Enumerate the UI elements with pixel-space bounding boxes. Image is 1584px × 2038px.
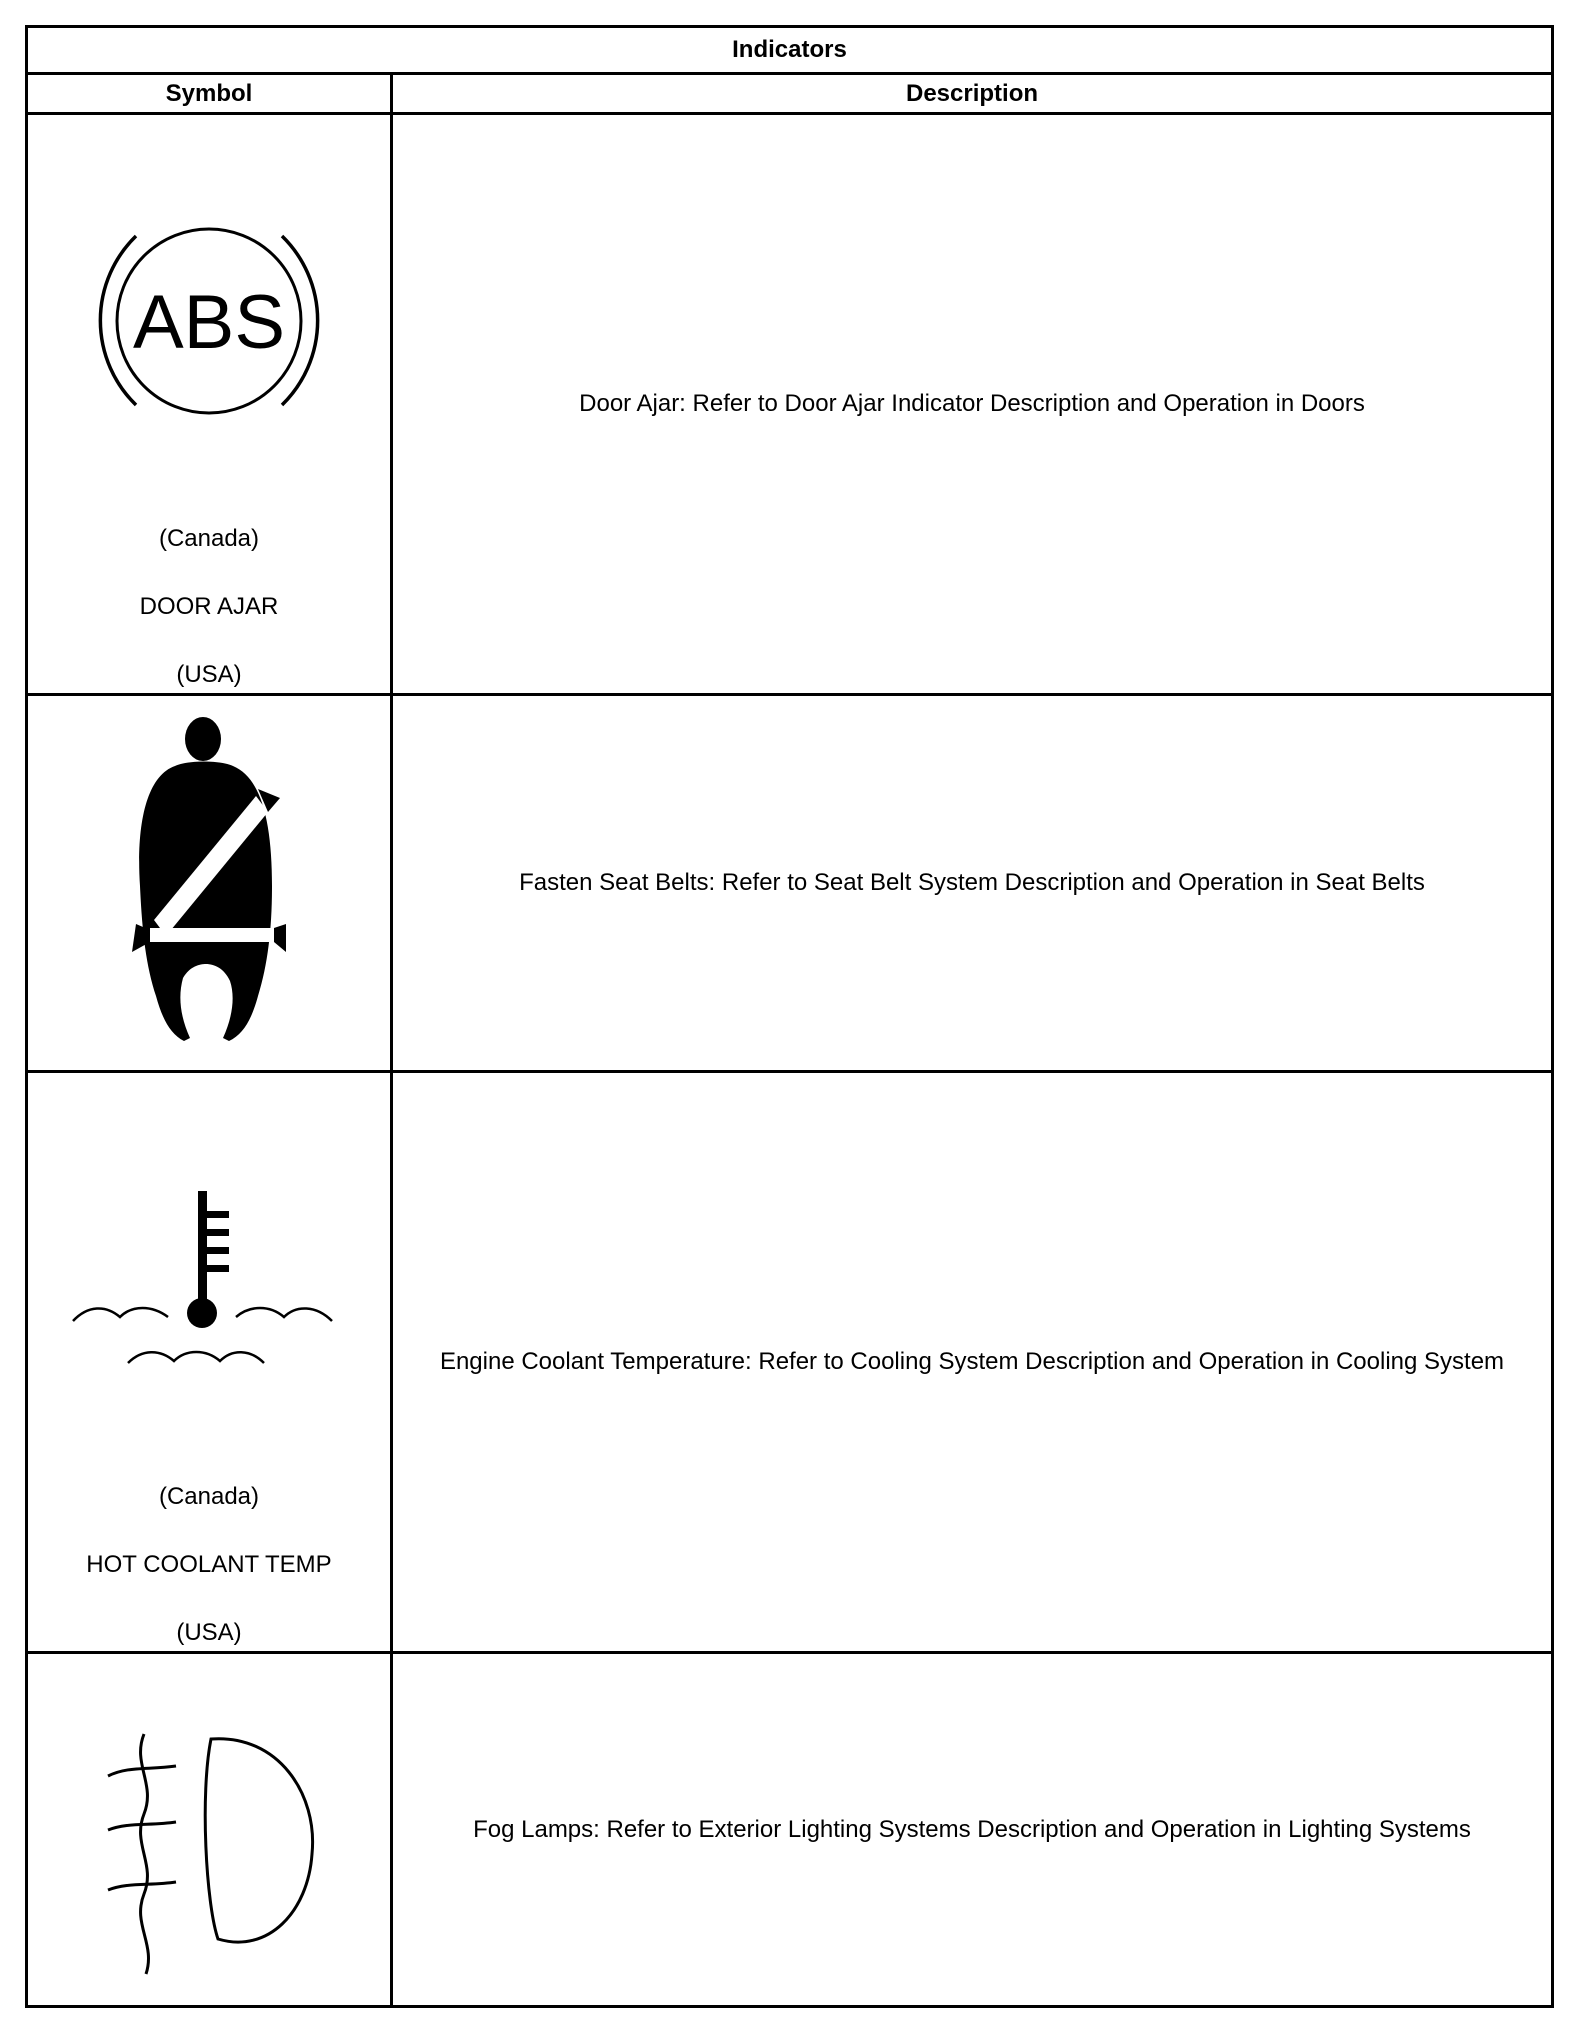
fog-lamp-icon [28, 1654, 390, 2005]
row-description: Door Ajar: Refer to Door Ajar Indicator Description and Operation in Doors [579, 390, 1365, 417]
abs-icon-text: ABS [132, 280, 286, 365]
table-row [28, 1073, 390, 1651]
symbol-label: (Canada) [158, 525, 260, 552]
column-header-description: Description [905, 79, 1039, 107]
indicators-table [25, 25, 1554, 2008]
column-header-symbol: Symbol [165, 79, 253, 107]
symbol-label: DOOR AJAR [139, 593, 279, 620]
table-row [28, 696, 390, 1070]
table-row [28, 1654, 390, 2005]
row-description: Fasten Seat Belts: Refer to Seat Belt System Description and Operation in Seat Belts [519, 869, 1425, 896]
symbol-label: HOT COOLANT TEMP [86, 1551, 332, 1578]
row-description: Fog Lamps: Refer to Exterior Lighting Systems Description and Operation in Lighting Systems [473, 1815, 1471, 1843]
symbol-label: (USA) [176, 661, 242, 688]
row-description: Engine Coolant Temperature: Refer to Cooling System Description and Operation in Cooling System [439, 1348, 1505, 1375]
symbol-label: (USA) [176, 1619, 242, 1646]
seat-belt-icon [28, 696, 390, 1070]
table-title: Indicators [732, 36, 847, 63]
table-row [28, 115, 390, 693]
symbol-label: (Canada) [158, 1483, 260, 1510]
